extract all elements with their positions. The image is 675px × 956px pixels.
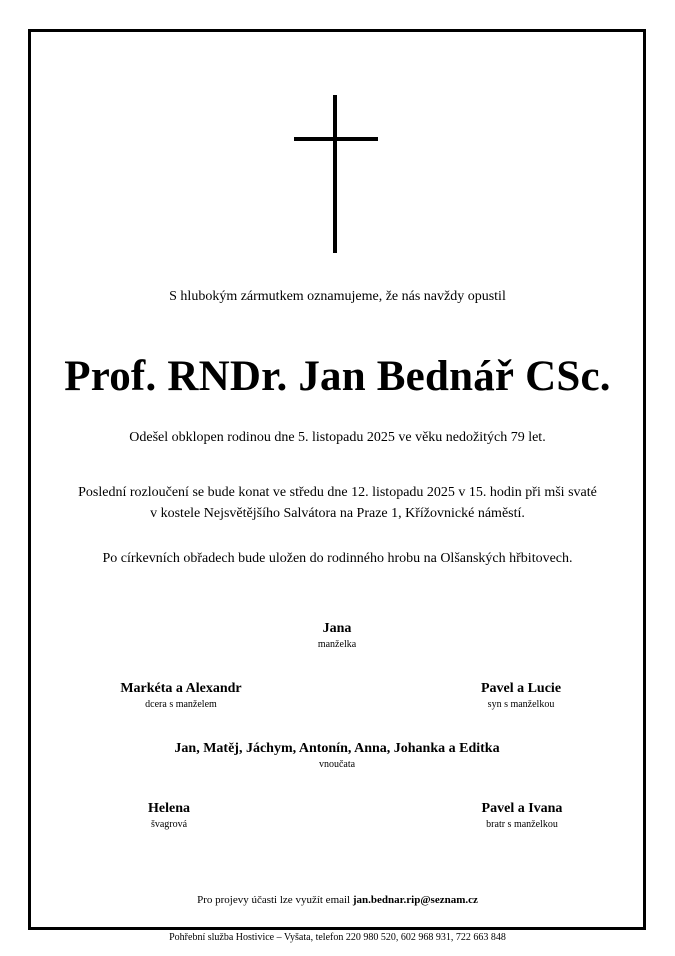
mourner-name: Jana — [322, 621, 352, 636]
deceased-name: Prof. RNDr. Jan Bednář CSc. — [64, 353, 611, 400]
mourner-wife — [207, 620, 467, 652]
mourner-daughter — [51, 680, 311, 712]
mourner-grandchildren — [137, 740, 537, 772]
death-paragraph: Odešel obklopen rodinou dne 5. listopadu 2025 ve věku nedožitých 79 let. — [129, 430, 546, 445]
farewell-paragraph — [0, 482, 675, 524]
mourner-name: Helena — [148, 801, 190, 816]
announcement-frame — [28, 29, 646, 930]
mourner-name: Markéta a Alexandr — [120, 681, 242, 696]
email-address[interactable]: jan.bednar.rip@seznam.cz — [352, 894, 478, 906]
funeral-service-line: Pohřební služba Hostivice – Vyšata, telefon 220 980 520, 602 968 931, 722 663 848 — [169, 932, 506, 943]
mourner-son — [391, 680, 651, 712]
mourner-relation: vnoučata — [318, 759, 356, 770]
mourner-relation: dcera s manželem — [145, 699, 217, 710]
mourner-name: Pavel a Ivana — [481, 801, 563, 816]
mourner-name: Pavel a Lucie — [480, 681, 562, 696]
intro-text: S hlubokým zármutkem oznamujeme, že nás navždy opustil — [169, 289, 506, 304]
mourner-relation: syn s manželkou — [487, 699, 555, 710]
mourner-relation: manželka — [317, 639, 357, 650]
email-prefix: Pro projevy účasti lze využít email — [197, 894, 353, 906]
burial-paragraph: Po církevních obřadech bude uložen do rodinného hrobu na Olšanských hřbitovech. — [102, 551, 573, 566]
mourner-relation: bratr s manželkou — [486, 819, 558, 830]
farewell-line-2: v kostele Nejsvětějšího Salvátora na Praze 1, Křížovnické náměstí. — [150, 506, 525, 521]
farewell-line-1: Poslední rozloučení se bude konat ve středu dne 12. listopadu 2025 v 15. hodin při mši svaté — [78, 485, 597, 500]
mourner-relation: švagrová — [150, 819, 188, 830]
mourner-name: Jan, Matěj, Jáchym, Antonín, Anna, Johanka a Editka — [174, 741, 500, 756]
mourner-sister-in-law — [39, 800, 299, 832]
mourner-brother — [392, 800, 652, 832]
condolence-email-line — [0, 894, 675, 906]
